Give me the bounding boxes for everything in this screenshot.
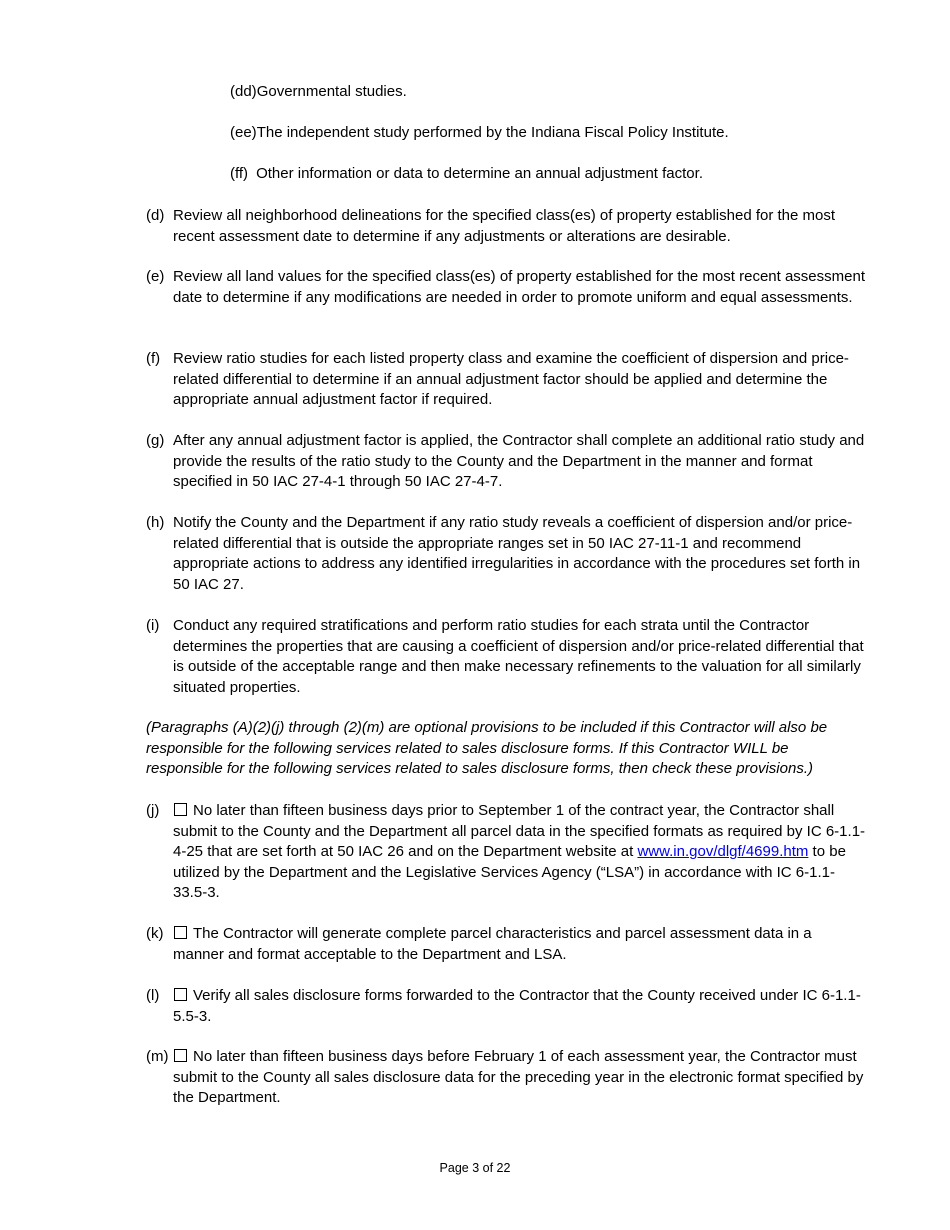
item-text xyxy=(173,986,866,1027)
item-d xyxy=(146,206,866,247)
item-k xyxy=(146,924,866,965)
checkbox[interactable] xyxy=(174,1049,187,1062)
item-text: Review all neighborhood delineations for the specified class(es) of property established for the most recent assessment date to determine if any adjustments or alterations are desirable. xyxy=(173,207,836,245)
item-text: Notify the County and the Department if any ratio study reveals a coefficient of dispersion and/or price-related differential that is outside the appropriate ranges set in 50 IAC 27-11-1 and recommend appropriate actions to address any identified irregularities in accordance with the procedures set forth in 50 IAC 27. xyxy=(173,514,861,593)
subitem-label: (ee) xyxy=(230,124,257,141)
item-label: (g) xyxy=(146,432,165,449)
item-e xyxy=(146,267,866,308)
item-body: Verify all sales disclosure forms forwarded to the Contractor that the County received under IC 6-1.1-5.5-3. xyxy=(173,987,861,1025)
item-j xyxy=(146,801,866,904)
item-text: Conduct any required stratifications and perform ratio studies for each strata until the Contractor determines the properties that are causing a coefficient of dispersion and/or price-related differential that is outside of the acceptable range and then make necessary refinements to the valuation for all similarly situated properties. xyxy=(173,617,864,696)
subitem-label: (dd) xyxy=(230,83,257,100)
subitem-text: Other information or data to determine an annual adjustment factor. xyxy=(256,165,703,182)
item-text-after: to be utilized by the Department and the Legislative Services Agency (“LSA”) in accordance with IC 6-1.1-33.5-3. xyxy=(173,843,846,902)
subitem-text: The independent study performed by the Indiana Fiscal Policy Institute. xyxy=(256,124,729,141)
item-text-before: No later than fifteen business days prior to September 1 of the contract year, the Contractor shall submit to the County and the Department all parcel data in the specified formats as required by IC 6-1.1-4-25 that are set forth at 50 IAC 26 and on the Department website at xyxy=(173,802,866,861)
item-text xyxy=(173,924,866,965)
item-h xyxy=(146,513,866,595)
item-label: (j) xyxy=(146,802,160,819)
item-text: After any annual adjustment factor is applied, the Contractor shall complete an additional ratio study and provide the results of the ratio study to the County and the Department in the manner and format specified in 50 IAC 27-4-1 through 50 IAC 27-4-7. xyxy=(173,432,865,491)
subitem-label: (ff) xyxy=(230,165,249,182)
subitem-ee xyxy=(230,123,870,144)
item-text: Review all land values for the specified class(es) of property established for the most recent assessment date to determine if any modifications are needed in order to promote uniform and equal assessments. xyxy=(173,268,865,306)
item-label: (e) xyxy=(146,268,165,285)
subitem-text: Governmental studies. xyxy=(256,83,407,100)
checkbox[interactable] xyxy=(174,988,187,1001)
item-label: (i) xyxy=(146,617,160,634)
checkbox[interactable] xyxy=(174,803,187,816)
optional-provisions-note: (Paragraphs (A)(2)(j) through (2)(m) are optional provisions to be included if this Contractor will also be responsible for the following services related to sales disclosure forms. If this Contractor WILL be responsible for the following services related to sales disclosure forms, then check these provisions.) xyxy=(146,719,828,778)
subitem-ff xyxy=(230,164,870,185)
subitem-dd xyxy=(230,82,870,103)
item-f xyxy=(146,349,866,411)
item-body: No later than fifteen business days before February 1 of each assessment year, the Contractor must submit to the County all sales disclosure data for the preceding year in the electronic format specified by the Department. xyxy=(173,1048,864,1107)
item-label: (d) xyxy=(146,207,165,224)
item-text xyxy=(173,1047,866,1109)
item-i xyxy=(146,616,866,698)
item-text: Review ratio studies for each listed property class and examine the coefficient of dispersion and price-related differential to determine if an annual adjustment factor should be applied and determine the appropriate annual adjustment factor if required. xyxy=(173,350,849,409)
item-l xyxy=(146,986,866,1027)
item-label: (h) xyxy=(146,514,165,531)
page-number: Page 3 of 22 xyxy=(439,1161,511,1175)
item-label: (k) xyxy=(146,925,164,942)
item-body: The Contractor will generate complete parcel characteristics and parcel assessment data in a manner and format acceptable to the Department and LSA. xyxy=(173,925,812,963)
dlgf-website-link[interactable]: www.in.gov/dlgf/4699.htm xyxy=(637,843,809,861)
item-label: (l) xyxy=(146,987,160,1004)
item-label: (f) xyxy=(146,350,161,367)
checkbox[interactable] xyxy=(174,926,187,939)
item-text xyxy=(173,801,866,904)
item-g xyxy=(146,431,866,493)
item-label: (m) xyxy=(146,1048,169,1065)
item-m xyxy=(146,1047,866,1109)
